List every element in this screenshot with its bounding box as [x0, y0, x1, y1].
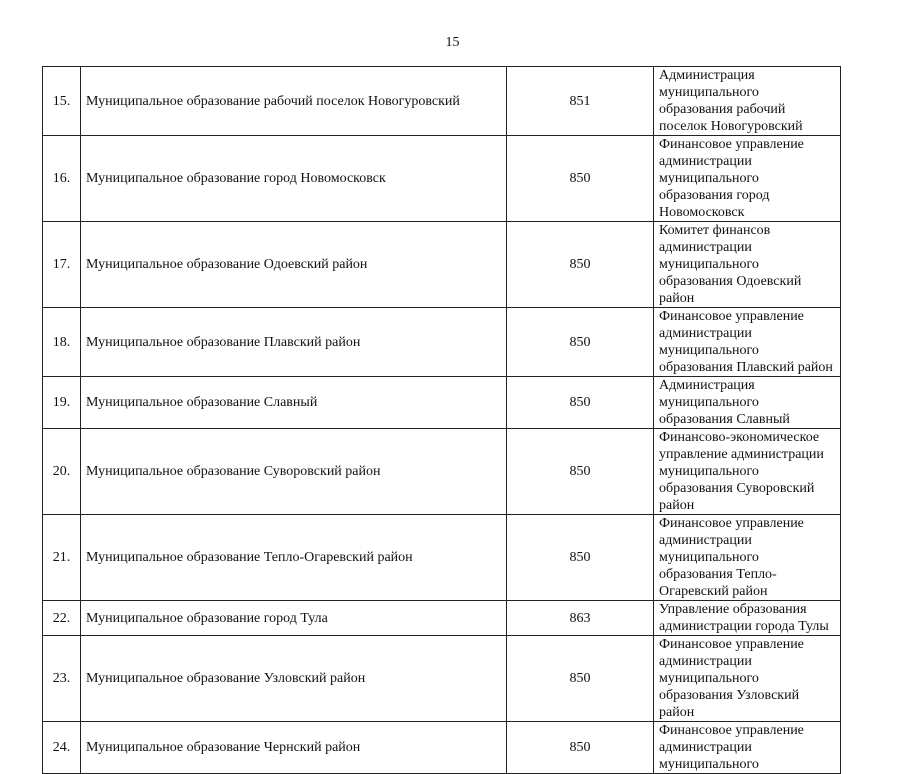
budget-code: 850	[507, 308, 654, 377]
table-row	[43, 377, 841, 429]
row-number: 19.	[43, 377, 81, 429]
administrator-name: Финансовое управление администрации муниципального образования Узловский район	[654, 636, 841, 722]
table-row	[43, 515, 841, 601]
municipality-name: Муниципальное образование Суворовский район	[81, 429, 507, 515]
administrator-name: Комитет финансов администрации муниципального образования Одоевский район	[654, 222, 841, 308]
row-number: 15.	[43, 67, 81, 136]
municipality-name: Муниципальное образование город Новомосковск	[81, 136, 507, 222]
row-number: 24.	[43, 722, 81, 774]
municipality-name: Муниципальное образование рабочий поселок Новогуровский	[81, 67, 507, 136]
row-number: 16.	[43, 136, 81, 222]
budget-code: 850	[507, 222, 654, 308]
administrator-name: Администрация муниципального образования Славный	[654, 377, 841, 429]
administrator-name: Управление образования администрации города Тулы	[654, 601, 841, 636]
municipality-name: Муниципальное образование Тепло-Огаревский район	[81, 515, 507, 601]
table-row	[43, 222, 841, 308]
administrator-name: Финансовое управление администрации муниципального образования город Новомосковск	[654, 136, 841, 222]
row-number: 20.	[43, 429, 81, 515]
municipality-name: Муниципальное образование город Тула	[81, 601, 507, 636]
administrator-name: Администрация муниципального образования рабочий поселок Новогуровский	[654, 67, 841, 136]
administrator-name: Финансовое управление администрации муниципального образования Тепло-Огаревский район	[654, 515, 841, 601]
municipality-name: Муниципальное образование Чернский район	[81, 722, 507, 774]
row-number: 22.	[43, 601, 81, 636]
budget-code: 850	[507, 636, 654, 722]
budget-code: 850	[507, 429, 654, 515]
municipal-table	[42, 66, 841, 774]
budget-code: 850	[507, 377, 654, 429]
table-row	[43, 136, 841, 222]
row-number: 23.	[43, 636, 81, 722]
page-number: 15	[445, 35, 460, 50]
administrator-name: Финансово-экономическое управление администрации муниципального образования Суворовский район	[654, 429, 841, 515]
table-row	[43, 429, 841, 515]
row-number: 17.	[43, 222, 81, 308]
row-number: 18.	[43, 308, 81, 377]
budget-code: 851	[507, 67, 654, 136]
table-row	[43, 636, 841, 722]
municipality-name: Муниципальное образование Плавский район	[81, 308, 507, 377]
budget-code: 850	[507, 136, 654, 222]
municipality-name: Муниципальное образование Узловский район	[81, 636, 507, 722]
table-row	[43, 308, 841, 377]
municipality-name: Муниципальное образование Славный	[81, 377, 507, 429]
budget-code: 863	[507, 601, 654, 636]
municipality-name: Муниципальное образование Одоевский район	[81, 222, 507, 308]
row-number: 21.	[43, 515, 81, 601]
table-row	[43, 601, 841, 636]
administrator-name: Финансовое управление администрации муниципального	[654, 722, 841, 774]
budget-code: 850	[507, 722, 654, 774]
table-row	[43, 67, 841, 136]
budget-code: 850	[507, 515, 654, 601]
administrator-name: Финансовое управление администрации муниципального образования Плавский район	[654, 308, 841, 377]
table-row	[43, 722, 841, 774]
